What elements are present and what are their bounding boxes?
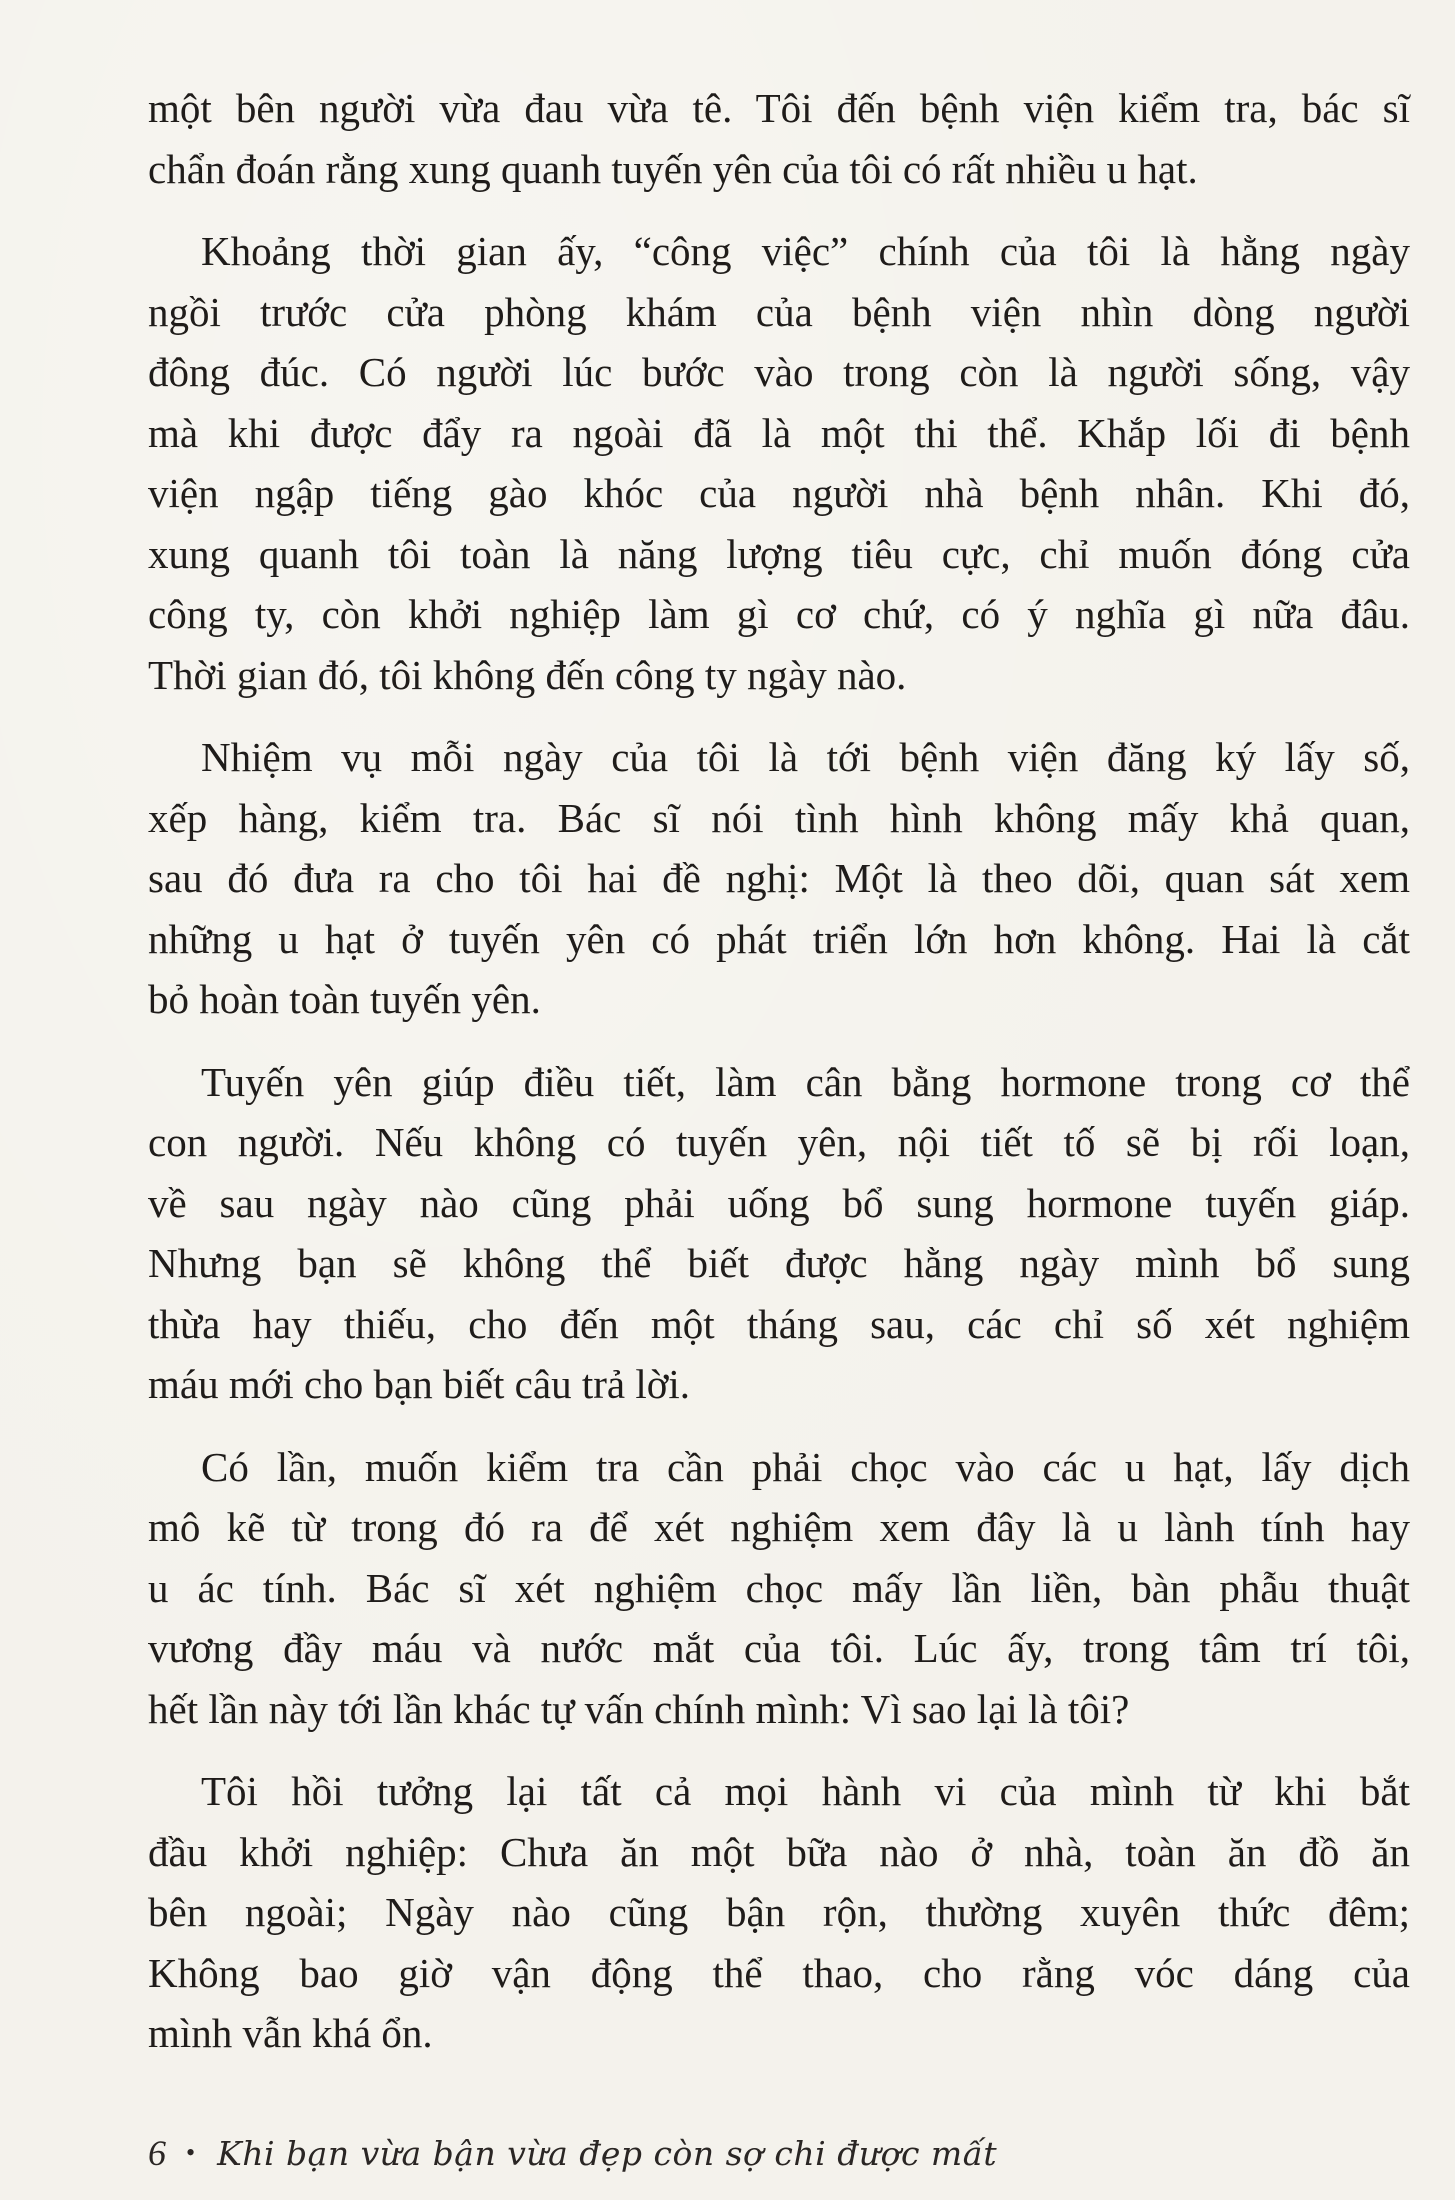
text-line: công ty, còn khởi nghiệp làm gì cơ chứ, có ý nghĩa gì nữa đâu. bbox=[148, 591, 1410, 637]
text-line: con người. Nếu không có tuyến yên, nội tiết tố sẽ bị rối loạn, bbox=[148, 1119, 1410, 1165]
text-line: bên ngoài; Ngày nào cũng bận rộn, thường xuyên thức đêm; bbox=[148, 1889, 1410, 1935]
paragraph bbox=[148, 78, 1410, 199]
paragraph bbox=[148, 221, 1410, 705]
text-line: bỏ hoàn toàn tuyến yên. bbox=[148, 976, 541, 1022]
text-line: ngồi trước cửa phòng khám của bệnh viện nhìn dòng người bbox=[148, 288, 1410, 335]
text-line: Thời gian đó, tôi không đến công ty ngày nào. bbox=[148, 651, 907, 698]
text-line: vương đầy máu và nước mắt của tôi. Lúc ấy, trong tâm trí tôi, bbox=[148, 1625, 1410, 1671]
text-line: một bên người vừa đau vừa tê. Tôi đến bệnh viện kiểm tra, bác sĩ bbox=[148, 85, 1410, 131]
text-line: về sau ngày nào cũng phải uống bổ sung hormone tuyến giáp. bbox=[148, 1179, 1410, 1226]
text-line: viện ngập tiếng gào khóc của người nhà bệnh nhân. Khi đó, bbox=[148, 470, 1410, 516]
text-line: mình vẫn khá ổn. bbox=[148, 2010, 433, 2056]
text-line: Tôi hồi tưởng lại tất cả mọi hành vi của mình từ khi bắt bbox=[201, 1768, 1410, 1814]
page-number: 6 bbox=[148, 2133, 166, 2173]
text-line: u ác tính. Bác sĩ xét nghiệm chọc mấy lần liền, bàn phẫu thuật bbox=[148, 1564, 1410, 1611]
text-line: Không bao giờ vận động thể thao, cho rằng vóc dáng của bbox=[148, 1949, 1410, 1996]
running-book-title: Khi bạn vừa bận vừa đẹp còn sợ chi được mất bbox=[217, 2133, 998, 2173]
text-line: Có lần, muốn kiểm tra cần phải chọc vào các u hạt, lấy dịch bbox=[201, 1443, 1410, 1490]
text-line: mô kẽ từ trong đó ra để xét nghiệm xem đây là u lành tính hay bbox=[148, 1504, 1410, 1550]
text-line: xếp hàng, kiểm tra. Bác sĩ nói tình hình không mấy khả quan, bbox=[148, 794, 1410, 841]
text-line: Nhiệm vụ mỗi ngày của tôi là tới bệnh viện đăng ký lấy số, bbox=[201, 734, 1410, 780]
text-line: chẩn đoán rằng xung quanh tuyến yên của tôi có rất nhiều u hạt. bbox=[148, 145, 1198, 192]
paragraph bbox=[148, 1761, 1410, 2064]
text-line: đầu khởi nghiệp: Chưa ăn một bữa nào ở nhà, toàn ăn đồ ăn bbox=[148, 1828, 1410, 1875]
text-line: Tuyến yên giúp điều tiết, làm cân bằng hormone trong cơ thể bbox=[201, 1058, 1410, 1105]
text-line: Khoảng thời gian ấy, “công việc” chính của tôi là hằng ngày bbox=[201, 228, 1410, 274]
text-line: xung quanh tôi toàn là năng lượng tiêu cực, chỉ muốn đóng cửa bbox=[148, 530, 1410, 577]
footer-bullet: • bbox=[186, 2138, 196, 2167]
paragraph bbox=[148, 1052, 1410, 1415]
text-line: máu mới cho bạn biết câu trả lời. bbox=[148, 1361, 691, 1407]
page-body bbox=[148, 78, 1410, 2064]
text-line: thừa hay thiếu, cho đến một tháng sau, các chỉ số xét nghiệm bbox=[148, 1300, 1410, 1347]
text-line: hết lần này tới lần khác tự vấn chính mình: Vì sao lại là tôi? bbox=[148, 1685, 1130, 1732]
text-line: Nhưng bạn sẽ không thể biết được hằng ngày mình bổ sung bbox=[148, 1240, 1410, 1286]
text-line: đông đúc. Có người lúc bước vào trong còn là người sống, vậy bbox=[148, 349, 1410, 395]
page-footer bbox=[148, 2128, 997, 2178]
text-line: mà khi được đẩy ra ngoài đã là một thi thể. Khắp lối đi bệnh bbox=[148, 409, 1410, 456]
text-line: những u hạt ở tuyến yên có phát triển lớn hơn không. Hai là cắt bbox=[148, 915, 1410, 962]
paragraph bbox=[148, 1437, 1410, 1740]
text-line: sau đó đưa ra cho tôi hai đề nghị: Một là theo dõi, quan sát xem bbox=[148, 855, 1410, 901]
paragraph bbox=[148, 727, 1410, 1030]
